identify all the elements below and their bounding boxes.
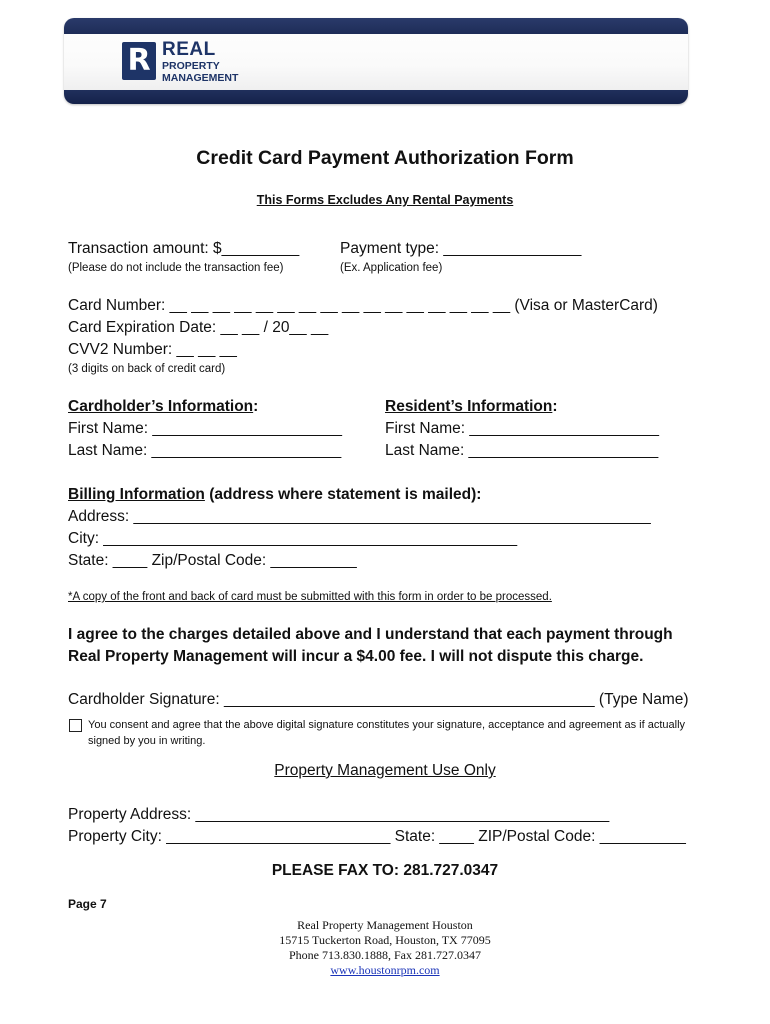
cardholder-signature-field[interactable]: Cardholder Signature: ___________________________________________ (Type Name) <box>68 691 689 708</box>
resident-heading: Resident’s Information: <box>385 398 558 415</box>
page-number: Page 7 <box>68 897 107 911</box>
card-number-field[interactable]: Card Number: __ __ __ __ __ __ __ __ __ __ __ __ __ __ __ __ (Visa or MasterCard) <box>68 297 658 314</box>
form-subtitle: This Forms Excludes Any Rental Payments <box>256 193 514 207</box>
rpm-logo-icon: R <box>122 42 156 80</box>
consent-text-line-2: signed by you in writing. <box>88 735 206 747</box>
billing-state-zip-field[interactable]: State: ____ Zip/Postal Code: __________ <box>68 552 357 569</box>
billing-heading: Billing Information (address where statement is mailed): <box>68 486 482 503</box>
header-banner <box>64 18 688 104</box>
transaction-amount-field[interactable]: Transaction amount: $_________ <box>68 240 300 257</box>
billing-address-field[interactable]: Address: ____________________________________________________________ <box>68 508 651 525</box>
transaction-note: (Please do not include the transaction fee) <box>68 262 284 274</box>
billing-city-field[interactable]: City: ________________________________________________ <box>68 530 518 547</box>
payment-type-field[interactable]: Payment type: ________________ <box>340 240 582 257</box>
payment-type-note: (Ex. Application fee) <box>340 262 443 274</box>
fax-instruction: PLEASE FAX TO: 281.727.0347 <box>271 862 499 879</box>
cvv-field[interactable]: CVV2 Number: __ __ __ <box>68 341 237 358</box>
card-expiration-field[interactable]: Card Expiration Date: __ __ / 20__ __ <box>68 319 329 336</box>
property-address-field[interactable]: Property Address: ________________________________________________ <box>68 806 610 823</box>
form-title: Credit Card Payment Authorization Form <box>196 147 574 169</box>
cardholder-heading: Cardholder’s Information: <box>68 398 259 415</box>
consent-text-line-1: You consent and agree that the above digital signature constitutes your signature, acceptance and agreement as if actually <box>88 719 686 731</box>
cardholder-first-name-field[interactable]: First Name: ______________________ <box>68 420 343 437</box>
agreement-line-2: Real Property Management will incur a $4.00 fee. I will not dispute this charge. <box>68 648 644 665</box>
logo-line-1: REAL <box>162 39 216 60</box>
banner-top-bar <box>64 18 688 34</box>
resident-first-name-field[interactable]: First Name: ______________________ <box>385 420 660 437</box>
cvv-note: (3 digits on back of credit card) <box>68 363 226 375</box>
consent-checkbox[interactable] <box>69 719 82 732</box>
footer-phone: Phone 713.830.1888, Fax 281.727.0347 <box>289 948 481 962</box>
property-city-state-zip-field[interactable]: Property City: __________________________ State: ____ ZIP/Postal Code: __________ <box>68 828 686 845</box>
agreement-line-1: I agree to the charges detailed above and I understand that each payment through <box>68 626 673 643</box>
company-logo-text <box>162 40 238 83</box>
resident-last-name-field[interactable]: Last Name: ______________________ <box>385 442 659 459</box>
pm-use-heading: Property Management Use Only <box>274 762 496 779</box>
copy-requirement-note: *A copy of the front and back of card must be submitted with this form in order to be processed. <box>68 591 552 603</box>
logo-line-2: PROPERTY <box>162 60 220 72</box>
banner-bottom-bar <box>64 90 688 104</box>
cardholder-last-name-field[interactable]: Last Name: ______________________ <box>68 442 342 459</box>
footer-company: Real Property Management Houston <box>297 918 473 932</box>
footer-address: 15715 Tuckerton Road, Houston, TX 77095 <box>279 933 491 947</box>
footer-website-link[interactable]: www.houstonrpm.com <box>330 963 440 977</box>
logo-line-3: MANAGEMENT <box>162 71 239 84</box>
